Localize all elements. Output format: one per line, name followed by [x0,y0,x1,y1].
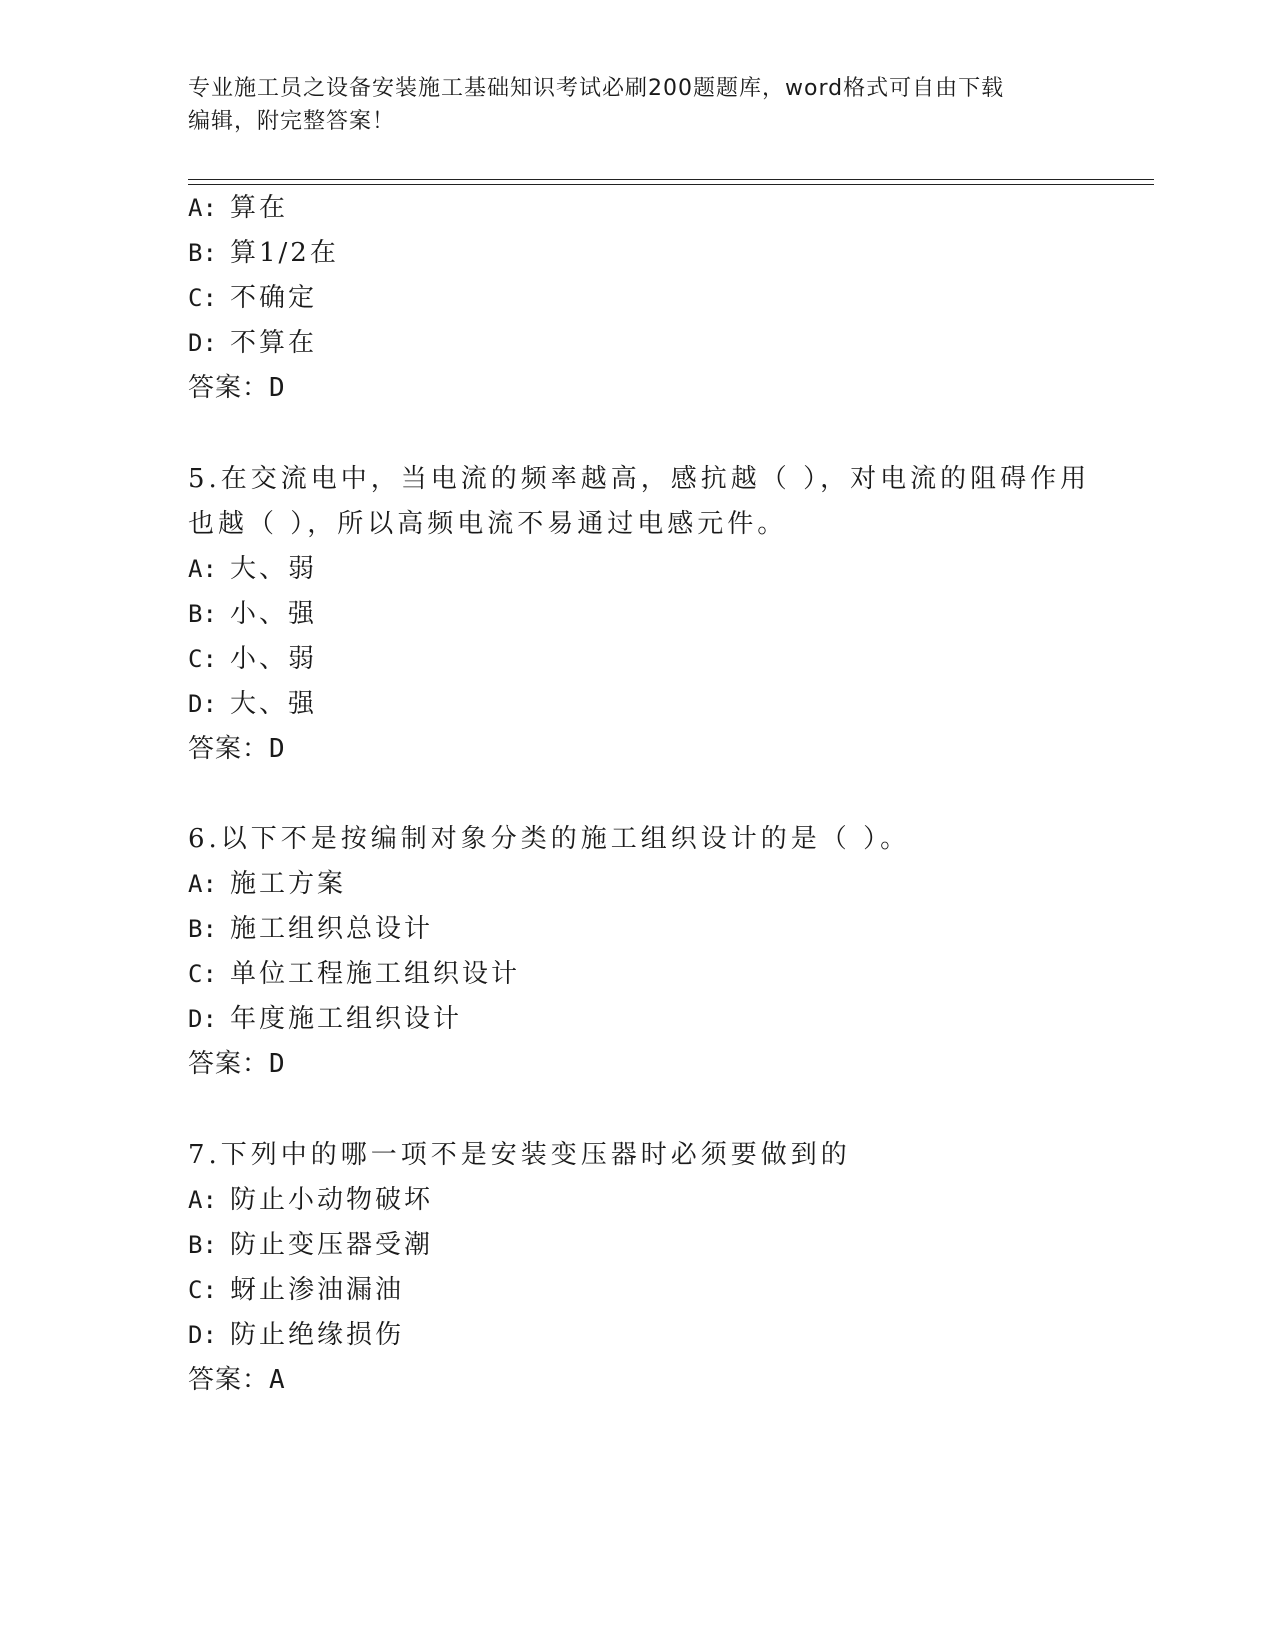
answer-label: 答案： [188,1365,270,1395]
q5-stem-line2: 也越（ ），所以高频电流不易通过电感元件。 [188,509,788,539]
q5-answer [188,732,286,766]
q6-option-b [188,912,433,946]
q4-option-b [188,236,339,270]
option-text: 小、弱 [230,644,318,674]
option-label: D: [188,690,217,718]
answer-label: 答案： [188,373,270,403]
option-text: 算1/2在 [230,238,339,268]
answer-label: 答案： [188,1049,270,1079]
q7-option-a [188,1183,433,1217]
option-label: A: [188,1186,217,1214]
option-label: C: [188,1276,217,1304]
option-label: A: [188,870,217,898]
q5-option-d [188,687,317,721]
option-text: 大、弱 [230,554,318,584]
option-label: B: [188,239,217,267]
option-label: D: [188,1005,217,1033]
q5-stem-line1: 5.在交流电中，当电流的频率越高，感抗越（ ），对电流的阻碍作用 [188,464,1091,494]
option-text: 防止变压器受潮 [230,1230,434,1260]
answer-value: D [269,1049,286,1079]
q5-option-c [188,642,317,676]
q4-option-c [188,281,317,315]
q6-stem-line1: 6.以下不是按编制对象分类的施工组织设计的是（ ）。 [188,824,911,854]
answer-value: A [269,1365,286,1395]
answer-label: 答案： [188,734,270,764]
q7-stem-line1: 7.下列中的哪一项不是安装变压器时必须要做到的 [188,1140,851,1170]
option-label: B: [188,600,217,628]
q4-answer [188,371,286,405]
option-label: C: [188,284,217,312]
option-text: 不算在 [230,328,318,358]
option-text: 大、强 [230,689,318,719]
header-title-line1: 专业施工员之设备安装施工基础知识考试必刷200题题库，word格式可自由下载 [188,76,1005,101]
q6-answer [188,1047,286,1081]
option-text: 施工组织总设计 [230,914,434,944]
header-divider-bottom [188,184,1154,185]
answer-value: D [269,734,286,764]
q5-option-a [188,552,317,586]
option-label: D: [188,1321,217,1349]
q7-option-c [188,1273,404,1307]
option-label: D: [188,329,217,357]
option-text: 施工方案 [230,869,347,899]
option-label: B: [188,915,217,943]
option-text: 防止小动物破坏 [230,1185,434,1215]
option-text: 防止绝缘损伤 [230,1320,405,1350]
option-text: 算在 [230,193,289,223]
answer-value: D [269,373,286,403]
q7-option-d [188,1318,404,1352]
q6-option-a [188,867,346,901]
q7-option-b [188,1228,433,1262]
q5-option-b [188,597,317,631]
q4-option-d [188,326,317,360]
q7-answer [188,1363,286,1397]
q4-option-a [188,191,288,225]
option-label: A: [188,555,217,583]
option-label: C: [188,645,217,673]
option-text: 蚜止渗油漏油 [230,1275,405,1305]
option-label: C: [188,960,217,988]
option-label: B: [188,1231,217,1259]
option-text: 年度施工组织设计 [230,1004,463,1034]
header-title-line2: 编辑，附完整答案！ [188,109,396,134]
option-text: 单位工程施工组织设计 [230,959,521,989]
q6-option-c [188,957,520,991]
q6-option-d [188,1002,462,1036]
option-text: 小、强 [230,599,318,629]
option-label: A: [188,194,217,222]
document-header [188,72,1088,138]
option-text: 不确定 [230,283,318,313]
header-divider-top [188,179,1154,180]
